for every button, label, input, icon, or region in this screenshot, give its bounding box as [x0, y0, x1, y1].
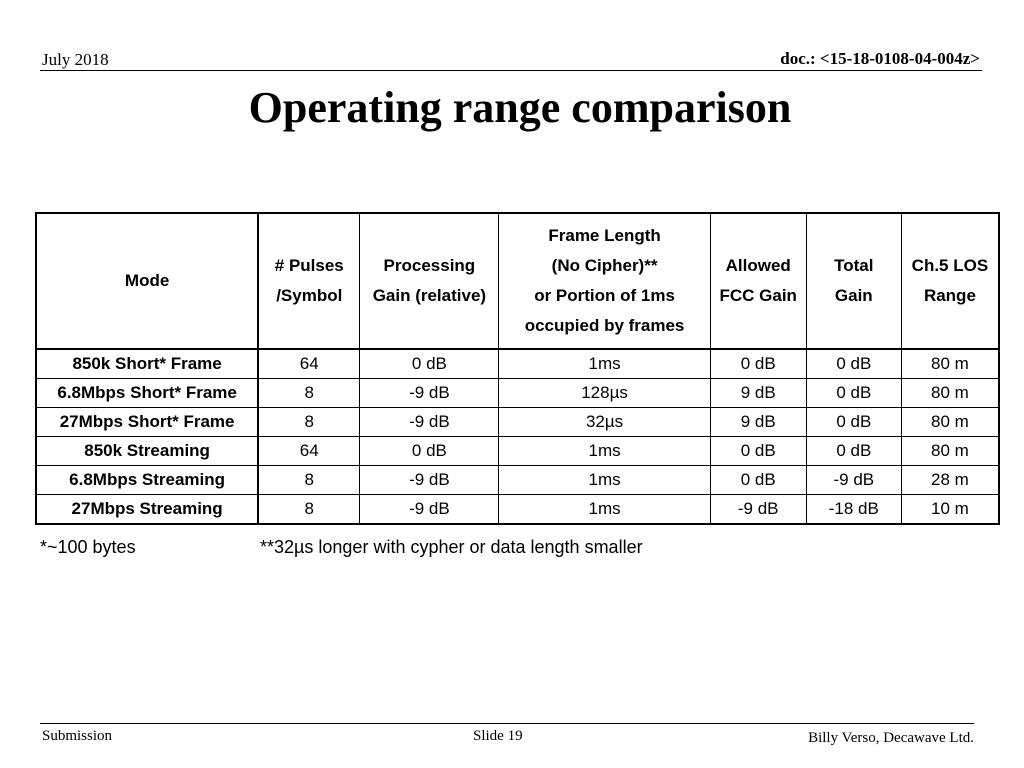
header-line: Frame Length [548, 226, 661, 245]
header-frame-length [499, 213, 710, 349]
table-header [36, 213, 999, 349]
header-line: Gain (relative) [372, 286, 487, 305]
header-line: # Pulses [274, 256, 344, 275]
footer-slide-number: Slide 19 [473, 728, 523, 744]
cell-fcc-gain: 0 dB [710, 437, 806, 466]
cell-total-gain: -18 dB [806, 495, 901, 525]
cell-pulses: 64 [258, 437, 360, 466]
table-row [36, 349, 999, 379]
cell-frame-length: 1ms [499, 495, 710, 525]
header-line: Processing [383, 256, 476, 275]
table-row [36, 495, 999, 525]
header-line: FCC Gain [719, 286, 797, 305]
cell-processing-gain: 0 dB [360, 437, 499, 466]
cell-frame-length: 1ms [499, 466, 710, 495]
header-line: Total [834, 256, 874, 275]
footer-author: Billy Verso, Decawave Ltd. [808, 730, 974, 746]
cell-frame-length: 32µs [499, 408, 710, 437]
header-line: Allowed [725, 256, 791, 275]
cell-range: 28 m [901, 466, 999, 495]
header-line: Gain [834, 286, 873, 305]
cell-processing-gain: -9 dB [360, 495, 499, 525]
operating-range-table [35, 212, 1000, 525]
slide-title: Operating range comparison [248, 83, 792, 132]
cell-pulses: 8 [258, 408, 360, 437]
header-line: (No Cipher)** [551, 256, 658, 275]
header-mode [36, 213, 258, 349]
footer-divider [40, 723, 974, 724]
cell-range: 80 m [901, 437, 999, 466]
cell-frame-length: 1ms [499, 437, 710, 466]
cell-frame-length: 128µs [499, 379, 710, 408]
cell-range: 80 m [901, 379, 999, 408]
cell-total-gain: 0 dB [806, 349, 901, 379]
cell-mode: 850k Short* Frame [36, 349, 258, 379]
cell-fcc-gain: 9 dB [710, 408, 806, 437]
cell-pulses: 8 [258, 495, 360, 525]
header-line: Ch.5 LOS [911, 256, 989, 275]
header-line: occupied by frames [524, 316, 685, 335]
cell-fcc-gain: 0 dB [710, 349, 806, 379]
header-line: or Portion of 1ms [534, 286, 675, 305]
header-line: Mode [124, 271, 170, 290]
cell-total-gain: -9 dB [806, 466, 901, 495]
cell-processing-gain: -9 dB [360, 379, 499, 408]
table-header-row [36, 213, 999, 349]
cell-total-gain: 0 dB [806, 408, 901, 437]
cell-range: 80 m [901, 408, 999, 437]
cell-pulses: 8 [258, 379, 360, 408]
cell-total-gain: 0 dB [806, 379, 901, 408]
cell-pulses: 8 [258, 466, 360, 495]
header-line: Range [923, 286, 976, 305]
header-range [901, 213, 999, 349]
footnote-cipher: **32µs longer with cypher or data length smaller [260, 537, 643, 557]
header-line: /Symbol [276, 286, 343, 305]
cell-processing-gain: -9 dB [360, 466, 499, 495]
cell-fcc-gain: 9 dB [710, 379, 806, 408]
cell-mode: 27Mbps Short* Frame [36, 408, 258, 437]
cell-total-gain: 0 dB [806, 437, 901, 466]
cell-pulses: 64 [258, 349, 360, 379]
cell-mode: 850k Streaming [36, 437, 258, 466]
table-row [36, 408, 999, 437]
cell-fcc-gain: -9 dB [710, 495, 806, 525]
cell-mode: 6.8Mbps Streaming [36, 466, 258, 495]
footnote-short-frame: *~100 bytes [40, 537, 136, 557]
header-divider [40, 70, 982, 71]
header-date: July 2018 [42, 50, 109, 69]
table-row [36, 379, 999, 408]
footer-submission: Submission [42, 728, 113, 744]
cell-fcc-gain: 0 dB [710, 466, 806, 495]
header-pulses [258, 213, 360, 349]
cell-range: 80 m [901, 349, 999, 379]
table-body [36, 349, 999, 524]
header-total-gain [806, 213, 901, 349]
table-row [36, 466, 999, 495]
cell-range: 10 m [901, 495, 999, 525]
header-processing-gain [360, 213, 499, 349]
cell-frame-length: 1ms [499, 349, 710, 379]
table-row [36, 437, 999, 466]
header-fcc-gain [710, 213, 806, 349]
cell-mode: 27Mbps Streaming [36, 495, 258, 525]
cell-processing-gain: 0 dB [360, 349, 499, 379]
cell-mode: 6.8Mbps Short* Frame [36, 379, 258, 408]
header-doc-id: doc.: <15-18-0108-04-004z> [780, 49, 980, 68]
cell-processing-gain: -9 dB [360, 408, 499, 437]
